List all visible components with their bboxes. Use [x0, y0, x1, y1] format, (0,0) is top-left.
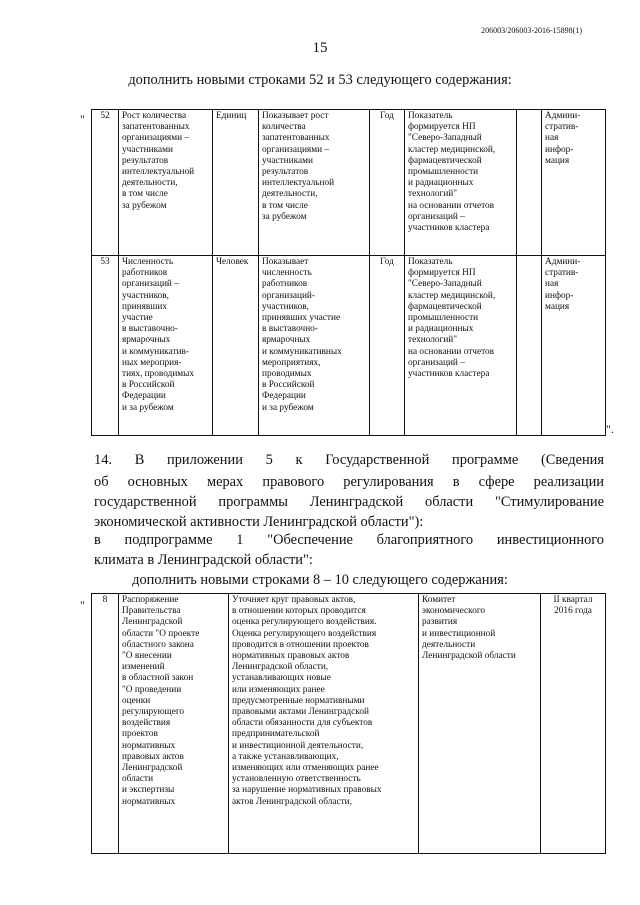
cell-text-line: "Северо-Западный	[408, 133, 482, 144]
calculation-method	[405, 256, 517, 436]
cell-text-line: участниками	[122, 144, 173, 155]
cell-text-line: предусмотренные нормативными	[232, 695, 365, 706]
cell-text-line: оценка регулирующего воздействия.	[232, 617, 377, 628]
cell-text-line: и коммуникатив-	[122, 346, 189, 357]
cell-text-line: организаций-	[262, 290, 316, 301]
cell-text-line: Ленинградской области,	[232, 662, 329, 673]
subprogram-line-1: в подпрограмме 1 "Обеспечение благоприятного инвестиционного	[94, 532, 604, 548]
cell-text-line: и радиационных	[408, 178, 474, 189]
cell-text-line: участников,	[122, 290, 169, 301]
indicator-row	[92, 110, 606, 256]
cell-text-line: развития	[422, 617, 458, 628]
row-number: 52	[92, 110, 119, 256]
cell-text-line: фармацевтической	[408, 155, 482, 166]
cell-text-line: и инвестиционной	[422, 628, 496, 639]
cell-text-line: нормативных	[122, 740, 176, 751]
cell-text-line: тиях, проводимых	[122, 369, 195, 380]
cell-text-line: и инвестиционной деятельности,	[232, 740, 364, 751]
cell-text-line: 2016 года	[554, 606, 592, 617]
cell-text-line: промышленности	[408, 167, 479, 178]
cell-text-line: работников	[262, 279, 308, 290]
cell-text-line: Показатель	[408, 111, 453, 121]
cell-text-line: численность	[262, 268, 312, 279]
cell-text-line: запатентованных	[262, 133, 330, 144]
indicator-description	[259, 256, 370, 436]
cell-text-line: деятельности,	[122, 178, 178, 189]
cell-text-line: мация	[545, 301, 570, 312]
cell-text-line: Показывает рост	[262, 111, 329, 121]
cell-text-line: установленную ответственность	[232, 774, 361, 785]
document-id: 206003/206003-2016-15898(1)	[481, 26, 582, 35]
cell-text-line: области "О проекте	[122, 628, 200, 639]
cell-text-line: ная	[545, 133, 559, 144]
cell-text-line: Оценка регулирующего воздействия	[232, 628, 377, 639]
cell-text-line: устанавливающих новые	[232, 673, 331, 684]
cell-text-line: организациями –	[122, 133, 190, 144]
cell-text-line: деятельности	[422, 639, 476, 650]
cell-text-line: формируется НП	[408, 122, 476, 133]
row-number: 8	[92, 594, 119, 854]
cell-text-line: в Российской	[262, 380, 315, 391]
cell-text-line: инфор-	[545, 144, 574, 155]
cell-text-line: области обязанности для субъектов	[232, 718, 373, 729]
indicator-description	[259, 110, 370, 256]
cell-text-line: в том числе	[262, 200, 308, 211]
cell-text-line: интеллектуальной	[262, 178, 335, 189]
cell-text-line: "О внесении	[122, 651, 172, 662]
cell-text-line: оценки	[122, 695, 151, 706]
cell-text-line: стратив-	[545, 268, 579, 279]
cell-text-line: ярмарочных	[122, 335, 171, 346]
cell-text-line: Год	[380, 257, 394, 267]
adoption-deadline	[541, 594, 606, 854]
calculation-method	[405, 110, 517, 256]
table1-intro: дополнить новыми строками 52 и 53 следующего содержания:	[128, 72, 512, 88]
cell-text-line: изменений	[122, 662, 165, 673]
cell-text-line: Показывает	[262, 257, 309, 267]
cell-text-line: II квартал	[553, 595, 593, 605]
cell-text-line: участников,	[262, 301, 309, 312]
cell-text-line: запатентованных	[122, 122, 190, 133]
cell-text-line: Ленинградской области	[422, 651, 516, 662]
cell-text-line: в Российской	[122, 380, 175, 391]
cell-text-line: организаций –	[408, 211, 465, 222]
cell-text-line: проектов	[122, 729, 158, 740]
cell-text-line: а также устанавливающих,	[232, 751, 339, 762]
cell-text-line: Уточняет круг правовых актов,	[232, 595, 356, 605]
cell-text-line: или изменяющих ранее	[232, 684, 325, 695]
cell-text-line: Админи-	[545, 257, 581, 267]
cell-text-line: Правительства	[122, 606, 181, 617]
cell-text-line: проводится в отношении проектов	[232, 639, 369, 650]
cell-text-line: участников кластера	[408, 223, 490, 234]
cell-text-line: и экспертизы	[122, 785, 175, 796]
cell-text-line: результатов	[262, 167, 309, 178]
cell-text-line: в отношении которых проводится	[232, 606, 366, 617]
cell-text-line: результатов	[122, 155, 169, 166]
indicators-table	[91, 109, 606, 436]
cell-text-line: "О проведении	[122, 684, 182, 695]
page-number: 15	[312, 40, 328, 56]
cell-text-line: и за рубежом	[122, 402, 174, 413]
cell-text-line: организаций –	[408, 357, 465, 368]
cell-text-line: и за рубежом	[262, 402, 314, 413]
cell-text-line: принявших	[122, 301, 168, 312]
cell-text-line: участников кластера	[408, 369, 490, 380]
cell-text-line: и коммуникативных	[262, 346, 342, 357]
cell-text-line: промышленности	[408, 313, 479, 324]
cell-text-line: инфор-	[545, 290, 574, 301]
cell-text-line: предпринимательской	[232, 729, 320, 740]
indicator-row	[92, 256, 606, 436]
cell-text-line: ярмарочных	[262, 335, 311, 346]
cell-text-line: мация	[545, 155, 570, 166]
cell-text-line: экономического	[422, 606, 486, 617]
cell-text-line: Комитет	[422, 595, 456, 605]
table1-close-quote: ".	[606, 422, 614, 436]
legal-act-name	[119, 594, 229, 854]
table2-intro: дополнить новыми строками 8 – 10 следующего содержания:	[132, 572, 508, 588]
cell-text-line: принявших участие	[262, 313, 341, 324]
cell-text-line: кластер медицинской,	[408, 290, 496, 301]
cell-text-line: и радиационных	[408, 324, 474, 335]
data-source	[542, 110, 606, 256]
data-source	[542, 256, 606, 436]
cell-text-line: ных мероприя-	[122, 357, 182, 368]
cell-text-line: кластер медицинской,	[408, 144, 496, 155]
cell-text-line: участниками	[262, 155, 313, 166]
indicator-name	[119, 256, 213, 436]
unit-of-measure	[213, 110, 259, 256]
cell-text-line: воздействия	[122, 718, 171, 729]
cell-text-line: Единиц	[216, 111, 247, 121]
cell-text-line: количества	[262, 122, 306, 133]
section14-line-3: государственной программы Ленинградской области "Стимулирование	[94, 494, 604, 510]
empty-cell	[517, 256, 542, 436]
cell-text-line: Год	[380, 111, 394, 121]
cell-text-line: организациями –	[262, 144, 330, 155]
act-content	[229, 594, 419, 854]
cell-text-line: Численность	[122, 257, 174, 267]
cell-text-line: фармацевтической	[408, 301, 482, 312]
table2-open-quote: "	[80, 598, 85, 612]
cell-text-line: интеллектуальной	[122, 167, 195, 178]
cell-text-line: Показатель	[408, 257, 453, 267]
cell-text-line: нормативных	[122, 796, 176, 807]
cell-text-line: в выставочно-	[122, 324, 178, 335]
cell-text-line: организаций –	[122, 279, 179, 290]
responsible-executor	[419, 594, 541, 854]
cell-text-line: нормативных правовых актов	[232, 651, 350, 662]
cell-text-line: Человек	[216, 257, 249, 267]
cell-text-line: регулирующего	[122, 707, 185, 718]
cell-text-line: Ленинградской	[122, 763, 183, 774]
section14-line-4: экономической активности Ленинградской области"):	[94, 514, 424, 530]
cell-text-line: Федерации	[262, 391, 306, 402]
cell-text-line: Ленинградской	[122, 617, 183, 628]
cell-text-line: технологий"	[408, 335, 458, 346]
empty-cell	[517, 110, 542, 256]
cell-text-line: Рост количества	[122, 111, 187, 121]
cell-text-line: правовых актов	[122, 751, 184, 762]
cell-text-line: за нарушение нормативных правовых	[232, 785, 382, 796]
measures-row	[92, 594, 606, 854]
row-number: 53	[92, 256, 119, 436]
cell-text-line: ная	[545, 279, 559, 290]
cell-text-line: правовыми актами Ленинградской	[232, 707, 369, 718]
cell-text-line: в том числе	[122, 189, 168, 200]
frequency	[370, 110, 405, 256]
cell-text-line: за рубежом	[122, 200, 167, 211]
indicator-name	[119, 110, 213, 256]
cell-text-line: областного закона	[122, 639, 194, 650]
cell-text-line: в выставочно-	[262, 324, 318, 335]
subprogram-line-2: климата в Ленинградской области":	[94, 552, 313, 568]
unit-of-measure	[213, 256, 259, 436]
cell-text-line: Распоряжение	[122, 595, 179, 605]
cell-text-line: Федерации	[122, 391, 166, 402]
cell-text-line: технологий"	[408, 189, 458, 200]
cell-text-line: на основании отчетов	[408, 346, 495, 357]
cell-text-line: в областной закон	[122, 673, 194, 684]
frequency	[370, 256, 405, 436]
cell-text-line: "Северо-Западный	[408, 279, 482, 290]
measures-table	[91, 593, 606, 854]
cell-text-line: за рубежом	[262, 211, 307, 222]
table1-open-quote: "	[80, 112, 85, 126]
cell-text-line: участие	[122, 313, 153, 324]
cell-text-line: стратив-	[545, 122, 579, 133]
cell-text-line: Админи-	[545, 111, 581, 121]
section14-line-1: 14. В приложении 5 к Государственной программе (Сведения	[94, 452, 604, 468]
cell-text-line: формируется НП	[408, 268, 476, 279]
cell-text-line: мероприятиях,	[262, 357, 321, 368]
cell-text-line: на основании отчетов	[408, 200, 495, 211]
section14-line-2: об основных мерах правового регулирования в сфере реализации	[94, 474, 604, 490]
cell-text-line: деятельности,	[262, 189, 318, 200]
cell-text-line: изменяющих или отменяющих ранее	[232, 763, 379, 774]
cell-text-line: проводимых	[262, 369, 312, 380]
cell-text-line: работников	[122, 268, 168, 279]
cell-text-line: актов Ленинградской области,	[232, 796, 352, 807]
cell-text-line: области	[122, 774, 154, 785]
